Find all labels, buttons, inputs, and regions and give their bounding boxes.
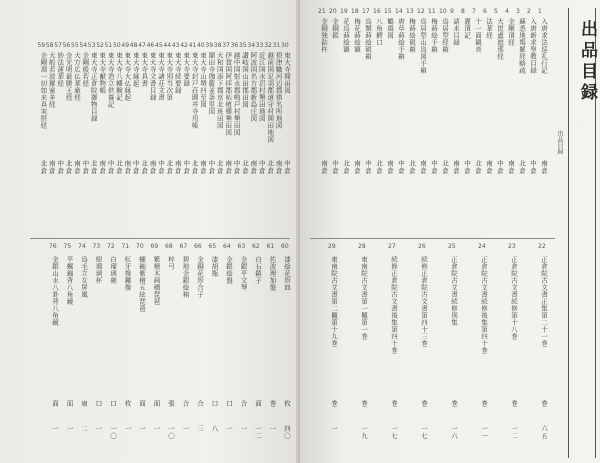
item-title: 入唐新求聖教目録 [529, 18, 537, 74]
item-title: 東大寺造立供養記 [106, 52, 115, 108]
item-storage: 面 [65, 400, 74, 408]
item-storage: 巻 [390, 400, 398, 408]
item-storage: 南倉 [540, 160, 548, 175]
item-title: 大般若波羅蜜多経 [47, 52, 56, 108]
item-storage: 巻 [540, 400, 548, 408]
item-number: 37 [222, 42, 230, 49]
item-number: 24 [478, 243, 486, 250]
item-storage: 北倉 [190, 160, 199, 175]
item-storage: 枚 [283, 400, 291, 408]
item-storage: 張 [167, 400, 175, 408]
item-number: 46 [146, 42, 155, 49]
item-title: 伊賀国阿拝郡柘植郷墾田図 [224, 52, 233, 136]
item-storage: 北倉 [140, 160, 149, 175]
item-number: 38 [213, 42, 222, 49]
item-storage: 扇 [80, 400, 88, 408]
item-count: 一一 [480, 425, 488, 440]
item-number: 50 [113, 42, 121, 49]
item-number: 72 [107, 243, 115, 250]
item-title: 正倉院古文書続修第十八巻 [510, 256, 518, 340]
item-count: 一 [138, 425, 146, 433]
item-number: 43 [171, 42, 180, 49]
item-number: 49 [121, 42, 130, 49]
item-count: 一九 [360, 425, 368, 440]
item-storage: 南倉 [173, 160, 182, 175]
item-title: 鳥毛立女屏風 [80, 256, 88, 298]
item-title: 梓弓 [167, 256, 175, 270]
item-storage: 巻 [480, 400, 488, 408]
item-number: 68 [165, 243, 173, 250]
item-title: 東大寺別当次第 [165, 52, 174, 101]
item-number: 44 [163, 42, 172, 49]
item-title: 蘇悉地羯羅経略疏 [518, 18, 526, 74]
item-storage: 巻 [360, 400, 368, 408]
item-title: 越中国射水郡鳴戸村墾田図 [232, 52, 241, 136]
item-storage: 中倉 [397, 160, 405, 175]
item-storage: 中倉 [81, 160, 90, 175]
item-title: 入唐求法巡礼行記 [540, 18, 548, 74]
item-storage: 巻 [268, 400, 277, 408]
right-page [300, 0, 600, 463]
item-number: 11 [428, 8, 436, 15]
item-title: 阿波国名方郡新島庄図 [249, 52, 258, 122]
item-number: 64 [223, 243, 231, 250]
item-title: 東南院古文書第二櫃第十九巻 [330, 256, 338, 347]
item-number: 69 [150, 243, 159, 250]
item-storage: 巻 [510, 400, 518, 408]
item-count: 一 [152, 425, 161, 433]
item-count: 一 [94, 425, 103, 433]
item-title: 東大寺山堺四至図 [199, 52, 207, 108]
item-number: 60 [281, 243, 289, 250]
item-storage: 口 [109, 400, 117, 408]
item-number: 55 [71, 42, 79, 49]
item-number: 48 [129, 42, 138, 49]
item-title: 東大寺正倉院御物目録 [89, 52, 98, 122]
item-storage: 中倉 [131, 160, 140, 175]
item-count: 一〇 [167, 425, 175, 440]
item-title: 漆絵花形皿 [283, 256, 291, 291]
item-number: 26 [418, 243, 426, 250]
item-title: 平螺鈿背八角鏡 [65, 256, 74, 305]
item-number: 14 [395, 8, 403, 15]
item-number: 32 [264, 42, 272, 49]
item-title: 正倉院古文書続修別集 [450, 256, 458, 326]
item-number: 76 [49, 243, 57, 250]
item-title: 大方広仏華厳経 [73, 52, 81, 101]
item-number: 21 [318, 8, 326, 15]
item-title: 東大寺献物帳 [98, 52, 107, 94]
item-title: 梅花蒔絵額 [353, 18, 361, 53]
item-number: 8 [461, 8, 465, 15]
item-storage: 北倉 [115, 160, 123, 175]
item-number: 35 [239, 42, 247, 49]
item-number: 20 [329, 8, 337, 15]
item-title: 金光明最勝王経 [64, 52, 73, 101]
item-number: 17 [362, 8, 370, 15]
item-storage: 中倉 [157, 160, 165, 175]
item-storage: 中倉 [430, 160, 438, 175]
item-number: 67 [179, 243, 188, 250]
item-number: 66 [194, 243, 202, 250]
item-count: 一〇 [109, 425, 117, 440]
item-count: 六五 [540, 425, 548, 440]
item-storage: 北倉 [342, 160, 350, 175]
right-divider [310, 238, 555, 239]
item-title: 梅蒔絵手箱 [430, 18, 438, 53]
item-title: 碧地金銀絵箱 [181, 256, 190, 298]
item-storage: 中倉 [182, 160, 191, 175]
item-number: 5 [494, 8, 498, 15]
item-storage: 南倉 [73, 160, 81, 175]
item-storage: 中倉 [257, 160, 266, 175]
item-number: 4 [505, 8, 509, 15]
item-title: 正倉院古文書正集第二十一巻 [540, 256, 548, 347]
item-storage: 北倉 [241, 160, 249, 175]
item-title: 八角鰐口 [375, 18, 383, 46]
item-number: 19 [340, 8, 348, 15]
item-number: 22 [538, 243, 546, 250]
item-title: 東大寺大仏縁起 [123, 52, 132, 101]
item-title: 東大寺要録 [182, 52, 191, 87]
item-number: 13 [406, 8, 414, 15]
item-storage: 中倉 [331, 160, 339, 175]
left-divider [30, 238, 290, 239]
item-storage: 北倉 [518, 160, 526, 175]
item-number: 15 [384, 8, 392, 15]
item-title: 東大寺続要録 [173, 52, 182, 94]
item-storage: 北倉 [39, 160, 48, 175]
item-count: 一 [51, 425, 59, 433]
item-number: 33 [255, 42, 264, 49]
item-title: 白瑠璃碗 [109, 256, 117, 284]
item-number: 51 [104, 42, 113, 49]
item-title: 花鳥蒔絵額 [342, 18, 350, 53]
item-number: 73 [92, 243, 101, 250]
item-number: 2 [527, 8, 531, 15]
item-storage: 北倉 [89, 160, 98, 175]
item-title: 漆胡瓶 [210, 256, 219, 277]
item-count: 一七 [390, 425, 398, 440]
item-title: 東大寺文書目録 [148, 52, 157, 101]
item-title: 佐波理加盤 [268, 256, 277, 291]
item-title: 梅蒔絵硯箱 [408, 18, 416, 53]
side-tag: 出品目録 [556, 130, 563, 154]
item-title: 続修正倉院古文書後集第四十巻 [390, 256, 398, 354]
item-number: 59 [37, 42, 46, 49]
item-storage: 合 [181, 400, 190, 408]
item-title: 東大寺諸荘文書 [157, 52, 165, 101]
item-count: 一 [330, 425, 338, 433]
item-count: 四〇 [283, 425, 291, 440]
item-storage: 南倉 [353, 160, 361, 175]
item-number: 31 [272, 42, 281, 49]
item-title: 螺鈿紫檀五絃琵琶 [138, 256, 146, 312]
item-count: 一 [123, 425, 132, 433]
item-storage: 中倉 [529, 160, 537, 175]
item-title: 請来目録 [452, 18, 460, 46]
item-count: 一二 [510, 425, 518, 440]
item-number: 65 [208, 243, 217, 250]
item-storage: 口 [94, 400, 103, 408]
item-title: 法華経 [485, 18, 493, 39]
item-number: 75 [63, 243, 72, 250]
item-storage: 南倉 [199, 160, 207, 175]
item-number: 9 [450, 8, 454, 15]
item-title: 金剛頂経 [507, 18, 515, 46]
item-count: 一二 [254, 425, 262, 440]
item-title: 摂津職河辺郡猪名所地図 [274, 52, 283, 129]
item-storage: 面 [254, 400, 262, 408]
item-count: 一 [65, 425, 74, 433]
item-storage: 枚 [123, 400, 132, 408]
item-count: 一 [239, 425, 248, 433]
item-number: 28 [358, 243, 366, 250]
item-number: 6 [483, 8, 487, 15]
item-number: 63 [237, 243, 246, 250]
item-number: 39 [205, 42, 214, 49]
item-number: 57 [54, 42, 62, 49]
item-number: 54 [79, 42, 88, 49]
item-number: 3 [516, 8, 520, 15]
item-storage: 合 [196, 400, 204, 408]
item-title: 金銅花形合子 [196, 256, 204, 298]
item-count: 一 [225, 425, 233, 433]
item-storage: 面 [138, 400, 146, 408]
item-number: 10 [439, 8, 447, 15]
page-title: 出品目録 [577, 20, 597, 104]
item-title: 鳥居型経箱 [441, 18, 449, 53]
item-storage: 中倉 [56, 160, 65, 175]
item-count: 一 [268, 425, 277, 433]
item-title: 鳥居型山鳥図手箱 [419, 18, 427, 74]
item-storage: 北倉 [64, 160, 73, 175]
item-title: 額田寺伽藍並条里図 [207, 52, 216, 115]
item-number: 42 [180, 42, 188, 49]
item-title: 金銀平文琴 [239, 256, 248, 291]
item-number: 74 [78, 243, 86, 250]
item-number: 27 [388, 243, 396, 250]
item-number: 16 [373, 8, 381, 15]
item-storage: 中倉 [364, 160, 372, 175]
item-title: 東大寺封戸荘園并寺用帳 [190, 52, 199, 129]
item-number: 23 [508, 243, 516, 250]
item-number: 18 [351, 8, 359, 15]
item-number: 61 [266, 243, 275, 250]
item-storage: 南倉 [419, 160, 427, 175]
item-storage: 南倉 [320, 160, 328, 175]
item-number: 53 [87, 42, 96, 49]
item-number: 30 [281, 42, 289, 49]
item-title: 紺瑠璃杯 [94, 256, 103, 284]
item-title: 灌頂記 [463, 18, 471, 39]
item-storage: 南倉 [47, 160, 56, 175]
item-number: 7 [472, 8, 476, 15]
item-title: 鶴鶏図 [386, 18, 394, 39]
item-storage: 北倉 [375, 160, 383, 175]
item-number: 25 [448, 243, 456, 250]
item-title: 讃岐国山田郡田図 [241, 52, 249, 108]
item-title: 大和国添下郡京北班田図 [215, 52, 224, 129]
item-storage: 中倉 [207, 160, 216, 175]
item-storage: 南倉 [224, 160, 233, 175]
item-storage: 合 [239, 400, 248, 408]
item-storage: 面 [51, 400, 59, 408]
item-number: 12 [417, 8, 425, 15]
item-number: 70 [136, 243, 144, 250]
item-storage: 北倉 [474, 160, 482, 175]
item-storage: 南倉 [274, 160, 283, 175]
item-title: 唐草蒔絵手箱 [397, 18, 405, 60]
item-count: 一七 [420, 425, 428, 440]
item-storage: 南倉 [507, 160, 515, 175]
item-storage: 南倉 [123, 160, 132, 175]
item-title: 東大寺縁起 [131, 52, 140, 87]
item-storage: 巻 [450, 400, 458, 408]
item-storage: 北倉 [215, 160, 224, 175]
item-number: 36 [230, 42, 239, 49]
item-storage: 南倉 [148, 160, 157, 175]
item-title: 金剛般若経 [81, 52, 90, 87]
item-number: 34 [247, 42, 256, 49]
item-count: 一 [181, 425, 190, 433]
item-storage: 北倉 [266, 160, 275, 175]
item-number: 52 [96, 42, 104, 49]
item-storage: 中倉 [232, 160, 241, 175]
item-title: 十一面観音 [474, 18, 482, 53]
item-title: 金銅独鈷杵 [320, 18, 328, 53]
item-storage: 巻 [330, 400, 338, 408]
item-storage: 中倉 [496, 160, 504, 175]
item-storage: 中倉 [106, 160, 115, 175]
item-storage: 中倉 [283, 160, 291, 175]
item-storage: 口 [225, 400, 233, 408]
item-number: 47 [138, 42, 146, 49]
item-storage: 北倉 [441, 160, 449, 175]
item-title: 紅牙撥鏤撥 [123, 256, 132, 291]
item-title: 東大寺八幡験記 [115, 52, 123, 101]
item-number: 29 [328, 243, 336, 250]
item-number: 45 [155, 42, 163, 49]
item-count: 八 [210, 425, 219, 433]
item-title: 東大寺具書 [140, 52, 149, 87]
item-title: 紫檀木画槽琵琶 [152, 256, 161, 305]
item-number: 58 [45, 42, 54, 49]
item-number: 1 [538, 8, 542, 15]
item-count: 三 [196, 425, 204, 433]
item-title: 東南院古文書第一櫃第一巻 [360, 256, 368, 340]
item-number: 62 [252, 243, 260, 250]
item-title: 東大寺開田図 [283, 52, 291, 94]
item-storage: 中倉 [463, 160, 471, 175]
item-storage: 南倉 [249, 160, 258, 175]
item-title: 鳥類蒔絵硯箱 [364, 18, 372, 60]
item-title: 金銅鈸 [331, 18, 339, 39]
item-storage: 北倉 [165, 160, 174, 175]
item-title: 白石鎮子 [254, 256, 262, 284]
item-storage: 南倉 [386, 160, 394, 175]
item-number: 41 [188, 42, 197, 49]
item-title: 金剛頂一切如来真実摂経 [39, 52, 48, 129]
item-title: 妙法蓮華経 [56, 52, 65, 87]
item-storage: 北倉 [408, 160, 416, 175]
item-number: 56 [62, 42, 71, 49]
item-title: 正倉院古文書続修後集第四十巻 [480, 256, 488, 354]
item-storage: 南倉 [485, 160, 493, 175]
item-title: 大毘盧遮那経 [496, 18, 504, 60]
item-title: 金銀絵盤 [225, 256, 233, 284]
item-storage: 口 [210, 400, 219, 408]
item-number: 71 [121, 243, 130, 250]
item-number: 40 [197, 42, 205, 49]
item-title: 近江国水沼村墾田地図 [257, 52, 266, 122]
item-title: 金銀山水八卦背八角鏡 [51, 256, 59, 326]
item-storage: 巻 [420, 400, 428, 408]
item-title: 続修正倉院古文書第四十三巻 [420, 256, 428, 347]
item-storage: 南倉 [452, 160, 460, 175]
item-count: 二 [80, 425, 88, 433]
item-title: 越前国足羽郡道守村開田地図 [266, 52, 275, 143]
item-storage: 南倉 [98, 160, 107, 175]
item-storage: 面 [152, 400, 161, 408]
item-count: 一六 [450, 425, 458, 440]
